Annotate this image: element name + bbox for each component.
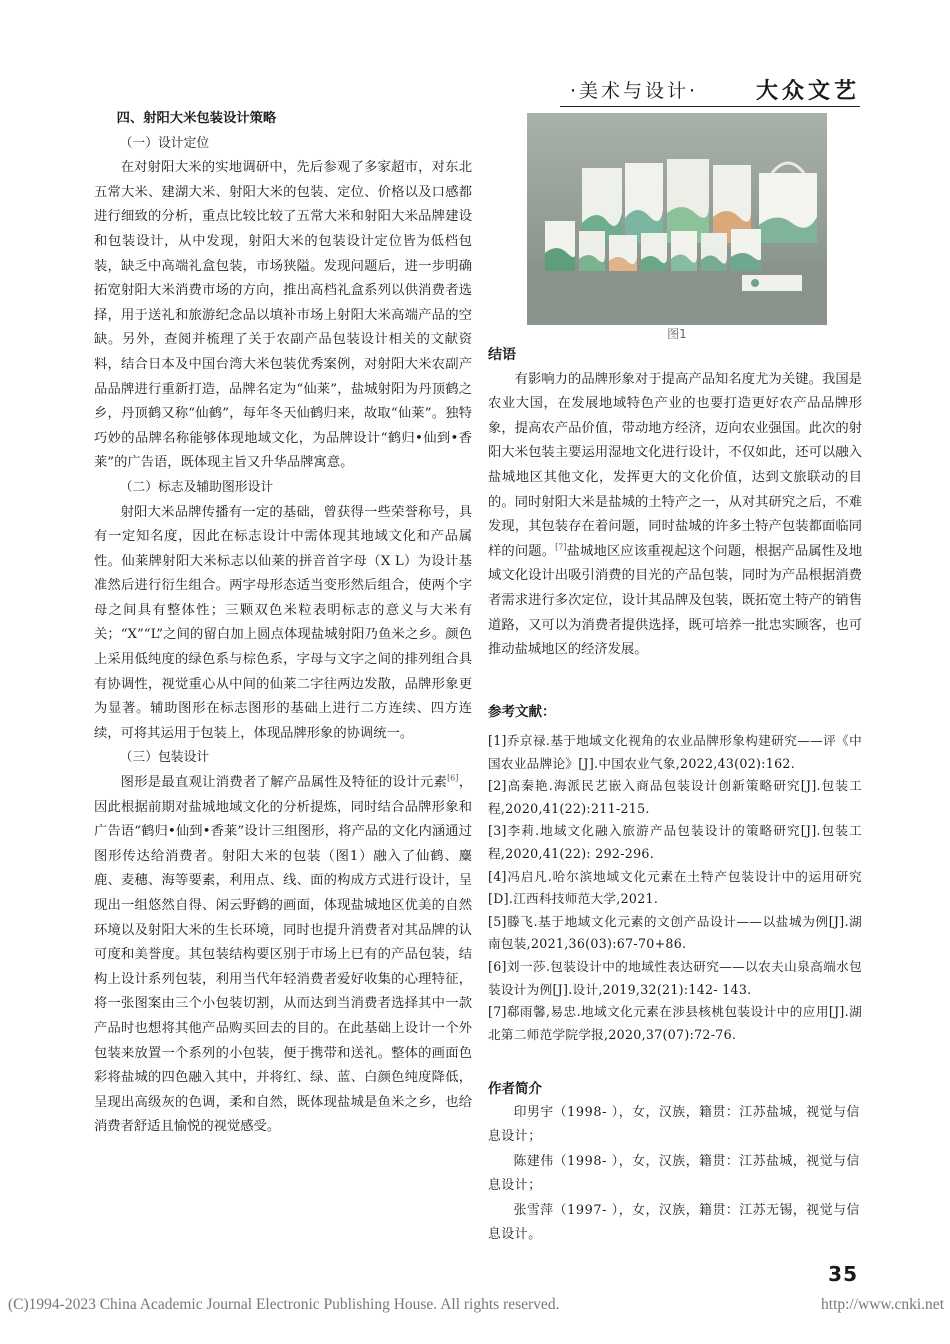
copyright-footer xyxy=(8,1296,944,1314)
subheading-design-positioning: （一）设计定位 xyxy=(119,135,210,151)
page-number: 35 xyxy=(828,1262,858,1286)
paragraph-logo-design: 射阳大米品牌传播有一定的基础，曾获得一些荣誉称号，具有一定知名度，因此在标志设计中需体现其地域文化和产品属性。仙莱牌射阳大米标志以仙莱的拼音首字母（X L）为设计基准然后进行衍生组合。两字母形态适当变形然后组合，使两个字母之间具有整体性；三颗双色米粒表明标志的意义与大米有关；“X”“L”之间的留白加上圆点体现盐城射阳乃鱼米之乡。颜色上采用低纯度的绿色系与棕色系，字母与文字之间的排列组合具有协调性，视觉重心从中间的仙莱二字往两边发散，品牌形象更为显著。辅助图形在标志图形的基础上进行二方连续、四方连续，可将其运用于包装上，体现品牌形象的协调统一。 xyxy=(94,504,472,741)
author-bio-title: 作者简介 xyxy=(488,1081,542,1097)
author-bio-section xyxy=(488,1077,862,1247)
author-bio-item: 印男宇（1998- ），女，汉族，籍贯：江苏盐城，视觉与信息设计； xyxy=(488,1105,860,1145)
references-title: 参考文献： xyxy=(488,704,556,720)
conclusion-heading: 结语 xyxy=(488,347,516,363)
paragraph-text: 盐城地区应该重视起这个问题，根据产品属性及地域文化设计出吸引消费的目光的产品包装，同时为产品根据消费者需求进行多次定位，设计其品牌及包装，既拓宽土特产的销售道路，又可以为消费者提供选择，既可培养一批忠实顾客，也可推动盐城地区的经济发展。 xyxy=(488,543,863,658)
subheading-logo-design: （二）标志及辅助图形设计 xyxy=(119,479,274,495)
author-bio-item: 张雪萍（1997- ），女，汉族，籍贯：江苏无锡，视觉与信息设计。 xyxy=(488,1202,860,1243)
section-label: ·美术与设计· xyxy=(570,80,699,102)
citation-marker[interactable]: [7] xyxy=(555,542,567,552)
running-header xyxy=(560,74,860,104)
journal-name: 大众文艺 xyxy=(755,78,860,104)
paragraph-text: ，因此根据前期对盐城地域文化的分析提炼，同时结合品牌形象和广告语“鹤归•仙到•香莱”设计三组图形，将产品的文化内涵通过图形传达给消费者。射阳大米的包装（图1）融入了仙鹤、麋鹿、麦穗、海等要素，利用点、线、面的构成方式进行设计，呈现出一组悠然自得、闲云野鹤的画面，体现盐城地区优美的自然环境以及射阳大米的生长环境，同时也提升消费者对其品牌的认可度和美誉度。其包装结构要区别于市场上已有的产品包装，结构上设计系列包装，利用当代年轻消费者爱好收集的心理特征，将一张图案由三个小包装切割，从而达到当消费者选择其中一款产品时也想将其他产品购买回去的目的。在此基础上设计一个外包装来放置一个系列的小包装，便于携带和送礼。整体的画面色彩将盐城的四色融入其中，并将红、绿、蓝、白颜色纯度降低，呈现出高级灰的色调，柔和自然，既体现盐城是鱼米之乡，也给消费者舒适且愉悦的视觉感受。 xyxy=(94,775,473,1135)
reference-item: [2]高秦艳.海派民艺嵌入商品包装设计创新策略研究[J].包装工程,2020,41(22):211-215. xyxy=(488,778,862,816)
citation-marker[interactable]: [6] xyxy=(447,773,459,783)
header-rule xyxy=(560,106,860,107)
reference-item: [5]滕飞.基于地域文化元素的文创产品设计——以盐城为例[J].湖南包装,2021,36(03):67-70+86. xyxy=(488,913,862,952)
subheading-packaging-design: （三）包装设计 xyxy=(119,750,210,766)
references-section xyxy=(488,700,862,1046)
cnki-link[interactable]: http://www.cnki.net xyxy=(821,1296,944,1313)
left-column xyxy=(94,107,472,1140)
paragraph-packaging-design xyxy=(94,771,472,1140)
figure-caption: 图1 xyxy=(667,327,687,341)
reference-item: [7]郗雨馨,易忠.地域文化元素在涉县核桃包装设计中的应用[J].湖北第二师范学院学报,2020,37(07):72-76. xyxy=(488,1004,862,1042)
copyright-text: (C)1994-2023 China Academic Journal Electronic Publishing House. All rights reserved. xyxy=(8,1296,560,1313)
paragraph-text: 图形是最直观让消费者了解产品属性及特征的设计元素 xyxy=(120,775,448,791)
reference-item: [4]冯启凡.哈尔滨地域文化元素在土特产包装设计中的运用研究[D].江西科技师范大学,2021. xyxy=(488,868,862,907)
paragraph-design-positioning: 在对射阳大米的实地调研中，先后参观了多家超市，对东北五常大米、建湖大米、射阳大米的包装、定位、价格以及口感都进行细致的分析，重点比较比较了五常大米和射阳大米品牌建设和包装设计，从中发现，射阳大米的包装设计定位皆为低档包装，缺乏中高端礼盒包装，市场狭隘。发现问题后，进一步明确拓宽射阳大米消费市场的方向，推出高档礼盒系列以供消费者选择，用于送礼和旅游纪念品以填补市场上射阳大米高端产品的空缺。另外，查阅并梳理了关于农副产品包装设计相关的文献资料，结合日本及中国台湾大米包装优秀案例，对射阳大米农副产品品牌进行重新打造，品牌名定为“仙莱”，盐城射阳为丹顶鹤之乡，丹顶鹤又称“仙鹤”，每年冬天仙鹤归来，故取“仙莱”。独特巧妙的品牌名称能够体现地域文化，为品牌设计“鹤归•仙到•香莱”的广告语，既体现主旨又升华品牌寓意。 xyxy=(94,160,472,471)
figure-1-photo xyxy=(527,113,827,325)
reference-item: [6]刘一莎.包装设计中的地域性表达研究——以农夫山泉高端水包装设计为例[J].设计,2019,32(21):142- 143. xyxy=(488,958,862,997)
reference-item: [1]乔京禄.基于地域文化视角的农业品牌形象构建研究——评《中国农业品牌论》[J].中国农业气象,2022,43(02):162. xyxy=(488,733,862,771)
rice-packaging-image xyxy=(527,113,827,325)
author-bio-item: 陈建伟（1998- ），女，汉族，籍贯：江苏盐城，视觉与信息设计； xyxy=(488,1153,860,1194)
section-heading: 四、射阳大米包装设计策略 xyxy=(116,111,277,126)
paragraph-text: 有影响力的品牌形象对于提高产品知名度尤为关键。我国是农业大国，在发展地域特色产业的也要打造更好农产品品牌形象，提高农产品价值，带动地方经济，迈向农业强国。此次的射阳大米包装主要运用湿地文化进行设计，不仅如此，还可以融入盐城地区其他文化，发挥更大的文化价值，达到文旅联动的目的。同时射阳大米是盐城的土特产之一，从对其研究之后，不难发现，其包装存在着问题，同时盐城的许多土特产包装都面临同样的问题。 xyxy=(488,371,862,559)
reference-item: [3]李莉.地域文化融入旅游产品包装设计的策略研究[J].包装工程,2020,41(22): 292-296. xyxy=(488,823,862,861)
conclusion-paragraph xyxy=(488,368,862,663)
right-column xyxy=(488,343,862,663)
